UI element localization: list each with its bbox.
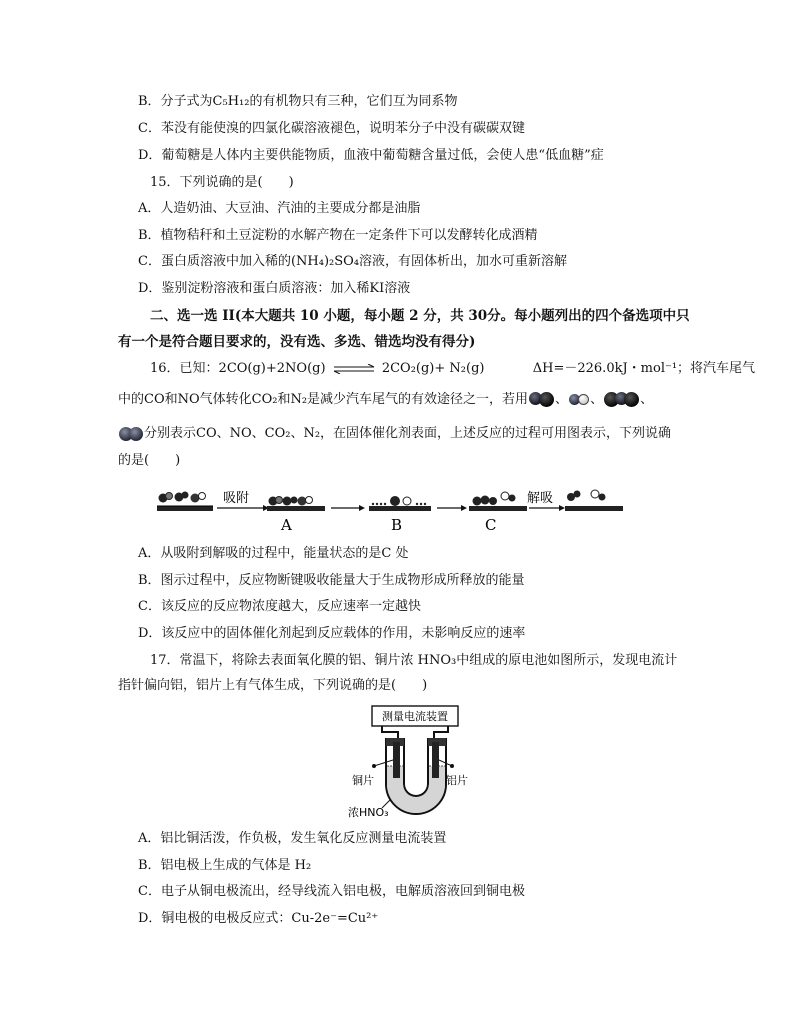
stage-label-c: C <box>485 516 497 534</box>
section2-heading-line2: 有一个是符合题目要求的，没有选、多选、错选均没有得分) <box>118 334 476 350</box>
released-molecules-icon <box>567 490 606 501</box>
co-molecule-icon <box>529 392 554 407</box>
adsorbed-molecules-icon <box>269 497 313 506</box>
dissociated-atoms-icon <box>372 496 426 506</box>
co2-molecule-icon <box>604 392 639 407</box>
q17-option-d: D．铜电极的电极反应式：Cu-2e⁻=Cu²⁺ <box>138 911 379 926</box>
catalyst-surface-c <box>469 506 527 511</box>
aluminum-label: 铝片 <box>446 774 468 787</box>
no-molecule-icon <box>569 394 589 405</box>
separator: 、 <box>640 392 654 407</box>
q16-option-c: C．该反应的反应物浓度越大，反应速率一定越快 <box>138 599 421 614</box>
q16-reactants: 16．已知：2CO(g)+2NO(g) <box>150 361 326 376</box>
q16-stem-line3-text: 分别表示CO、NO、CO₂、N₂，在固体催化剂表面，上述反应的过程可用图表示，下列说确 <box>144 426 672 441</box>
q15-option-d: D．鉴别淀粉溶液和蛋白质溶液：加入稀KI溶液 <box>138 281 411 296</box>
copper-electrode <box>393 742 400 778</box>
q17-stem-line2: 指针偏向铝，铝片上有气体生成，下列说确的是( ) <box>118 678 428 693</box>
q16-enthalpy: ΔH=－226.0kJ・mol⁻¹；将汽车尾气 <box>532 361 756 376</box>
q16-stem-line2-text: 中的CO和NO气体转化CO₂和N₂是减少汽车尾气的有效途径之一，若用 <box>118 392 529 407</box>
q16-option-b: B．图示过程中，反应物断键吸收能量大于生成物形成所释放的能量 <box>138 573 525 588</box>
separator: 、 <box>590 392 604 407</box>
n2-molecule-icon <box>119 427 143 441</box>
q16-stem-line3 <box>118 425 671 443</box>
stage-label-a: A <box>281 516 292 534</box>
copper-label: 铜片 <box>352 774 374 787</box>
q16-stem-line1 <box>150 360 755 378</box>
stage-label-b: B <box>391 516 403 534</box>
q14-option-d: D．葡萄糖是人体内主要供能物质，血液中葡萄糖含量过低，会使人患“低血糖”症 <box>138 148 604 163</box>
catalyst-surface-a <box>267 506 325 511</box>
q14-option-c: C．苯没有能使溴的四氯化碳溶液褪色，说明苯分子中没有碳碳双键 <box>138 121 525 136</box>
q15-stem: 15．下列说确的是( ) <box>150 175 294 190</box>
q15-option-c: C．蛋白质溶液中加入稀的(NH₄)₂SO₄溶液，有固体析出，加水可重新溶解 <box>138 254 568 269</box>
catalyst-surface-b <box>369 506 431 511</box>
equilibrium-arrow-icon <box>332 364 376 374</box>
q14-option-b: B．分子式为C₅H₁₂的有机物只有三种，它们互为同系物 <box>138 94 458 109</box>
q15-option-b: B．植物秸秆和土豆淀粉的水解产物在一定条件下可以发酵转化成酒精 <box>138 228 538 243</box>
gas-molecules-icon <box>159 492 206 503</box>
q17-option-c: C．电子从铜电极流出，经导线流入铝电极，电解质溶液回到铜电极 <box>138 884 525 899</box>
catalyst-surface-final <box>565 506 623 511</box>
acid-label: 浓HNO₃ <box>348 806 389 819</box>
q16-stem-line2 <box>118 391 653 409</box>
q16-stem-line4: 的是( ) <box>118 453 181 468</box>
step-desorption-label: 解吸 <box>527 491 554 506</box>
catalyst-surface <box>157 506 213 511</box>
q17-stem-line1: 17．常温下，将除去表面氧化膜的铝、铜片浓 HNO₃中组成的原电池如图所示，发现电流计 <box>150 653 678 668</box>
q15-option-a: A．人造奶油、大豆油、汽油的主要成分都是油脂 <box>138 201 421 216</box>
aluminum-electrode <box>432 742 439 778</box>
step-adsorption-label: 吸附 <box>223 491 250 506</box>
q17-option-b: B．铝电极上生成的气体是 H₂ <box>138 858 312 873</box>
product-molecules-icon <box>473 492 516 506</box>
q17-option-a: A．铝比铜活泼，作负极，发生氧化反应测量电流装置 <box>138 831 447 846</box>
q16-option-a: A．从吸附到解吸的过程中，能量状态的是C 处 <box>138 546 409 561</box>
q16-option-d: D．该反应中的固体催化剂起到反应载体的作用，未影响反应的速率 <box>138 626 526 641</box>
catalyst-reaction-diagram <box>155 484 625 538</box>
section2-heading-line1: 二、选一选 II(本大题共 10 小题，每小题 2 分，共 30分。每小题列出的四个备选项中只 <box>150 308 690 324</box>
separator: 、 <box>555 392 569 407</box>
galvanic-cell-diagram <box>342 704 482 820</box>
current-meter-label: 测量电流装置 <box>382 710 448 723</box>
q16-products: 2CO₂(g)+ N₂(g) <box>381 361 485 376</box>
